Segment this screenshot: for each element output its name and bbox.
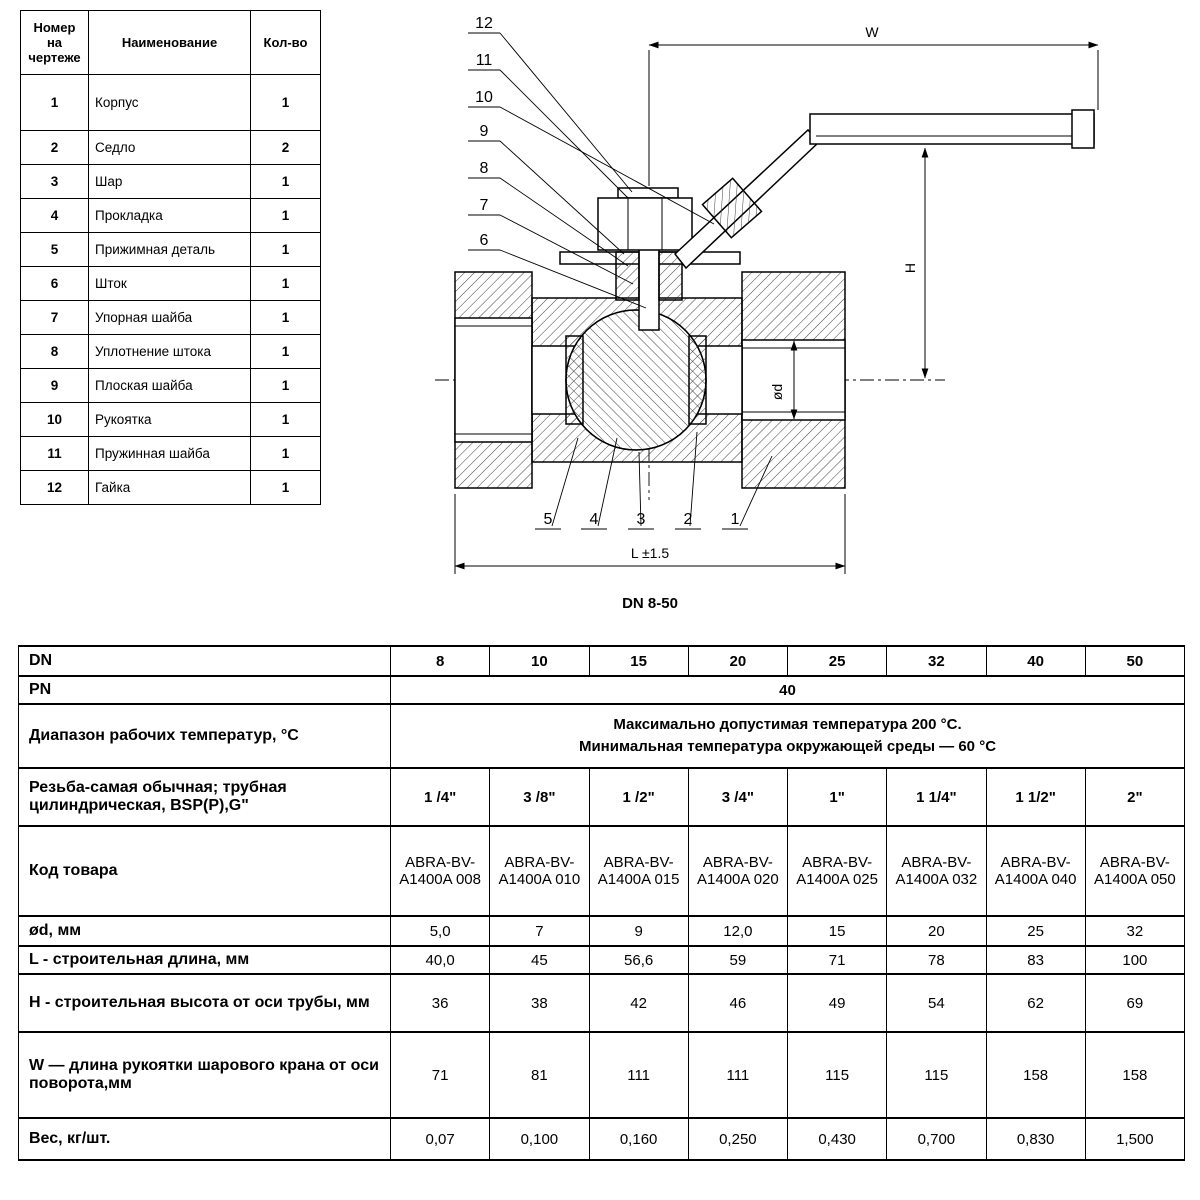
part-num: 1 (21, 75, 89, 131)
part-name: Шток (89, 267, 251, 301)
cell: 2" (1085, 768, 1184, 826)
cell: 1 /4" (391, 768, 490, 826)
callout-11: 11 (475, 52, 493, 69)
callout-9: 9 (479, 123, 489, 140)
cell: 62 (986, 974, 1085, 1032)
spec-row-weight (19, 1118, 1185, 1160)
cell: 20 (887, 916, 986, 946)
dimension-l (455, 494, 845, 574)
cell: 38 (490, 974, 589, 1032)
parts-header-name: Наименование (89, 11, 251, 75)
spec-row-bore (19, 916, 1185, 946)
part-name: Шар (89, 165, 251, 199)
part-num: 10 (21, 403, 89, 437)
spec-label-thread: Резьба-самая обычная; трубная цилиндрическая, BSP(P),G" (19, 768, 391, 826)
part-name: Гайка (89, 471, 251, 505)
part-num: 7 (21, 301, 89, 335)
part-name: Корпус (89, 75, 251, 131)
cell: 46 (688, 974, 787, 1032)
spec-label-height: H - строительная высота от оси трубы, мм (19, 974, 391, 1032)
cell: 71 (391, 1032, 490, 1118)
cell: 32 (887, 646, 986, 676)
part-name: Плоская шайба (89, 369, 251, 403)
table-row (21, 471, 321, 505)
callout-5: 5 (543, 511, 553, 528)
table-row (21, 199, 321, 233)
dimension-h (902, 148, 925, 378)
part-qty: 1 (251, 199, 321, 233)
part-name: Прижимная деталь (89, 233, 251, 267)
callout-10: 10 (475, 89, 493, 106)
cell: 1,500 (1085, 1118, 1184, 1160)
dim-d-label: ød (769, 383, 785, 401)
part-num: 9 (21, 369, 89, 403)
part-num: 5 (21, 233, 89, 267)
cell: 54 (887, 974, 986, 1032)
cell: 115 (887, 1032, 986, 1118)
table-row (21, 165, 321, 199)
cell: 1 1/2" (986, 768, 1085, 826)
part-qty: 1 (251, 165, 321, 199)
spec-row-thread (19, 768, 1185, 826)
table-row (21, 335, 321, 369)
cell: ABRA-BV-A1400A 020 (688, 826, 787, 916)
dim-l-label: L ±1.5 (630, 545, 670, 561)
valve-drawing (420, 0, 1200, 632)
cell: ABRA-BV-A1400A 008 (391, 826, 490, 916)
cell: 0,430 (788, 1118, 887, 1160)
callout-6: 6 (479, 232, 489, 249)
part-qty: 1 (251, 267, 321, 301)
part-qty: 1 (251, 437, 321, 471)
seat-right (689, 336, 706, 424)
table-row (21, 131, 321, 165)
cell: 111 (589, 1032, 688, 1118)
part-name: Рукоятка (89, 403, 251, 437)
cell: ABRA-BV-A1400A 050 (1085, 826, 1184, 916)
part-num: 8 (21, 335, 89, 369)
cell: 59 (688, 946, 787, 974)
cell: 8 (391, 646, 490, 676)
cell: 20 (688, 646, 787, 676)
spec-table (18, 645, 1185, 1161)
cell: 0,100 (490, 1118, 589, 1160)
spec-row-dn (19, 646, 1185, 676)
spec-label-handle-length: W — длина рукоятки шарового крана от оси поворота,мм (19, 1032, 391, 1118)
gland-left (616, 252, 639, 300)
cell: ABRA-BV-A1400A 032 (887, 826, 986, 916)
cell: 32 (1085, 916, 1184, 946)
parts-header-qty: Кол-во (251, 11, 321, 75)
cell: 15 (788, 916, 887, 946)
part-num: 4 (21, 199, 89, 233)
part-qty: 1 (251, 233, 321, 267)
callout-8: 8 (479, 160, 489, 177)
table-row (21, 403, 321, 437)
spec-label-code: Код товара (19, 826, 391, 916)
cell: ABRA-BV-A1400A 040 (986, 826, 1085, 916)
cell: ABRA-BV-A1400A 025 (788, 826, 887, 916)
callout-4: 4 (589, 511, 599, 528)
cell: 0,160 (589, 1118, 688, 1160)
spec-label-pn: PN (19, 676, 391, 704)
callout-2: 2 (683, 511, 693, 528)
callout-3: 3 (636, 511, 646, 528)
table-row (21, 75, 321, 131)
callout-1: 1 (730, 511, 740, 528)
cell: 111 (688, 1032, 787, 1118)
part-name: Седло (89, 131, 251, 165)
part-num: 3 (21, 165, 89, 199)
handle (675, 110, 1094, 268)
stem-nut (598, 198, 692, 250)
callout-7: 7 (479, 197, 489, 214)
handle-grip (810, 114, 1094, 144)
parts-header-num: Номер на чертеже (21, 11, 89, 75)
table-row (21, 267, 321, 301)
part-qty: 1 (251, 369, 321, 403)
cell: 81 (490, 1032, 589, 1118)
cell: 56,6 (589, 946, 688, 974)
temp-line-2: Минимальная температура окружающей среды — 60 °C (578, 738, 997, 755)
cell: 40,0 (391, 946, 490, 974)
spec-row-handle-length (19, 1032, 1185, 1118)
seat-left (566, 336, 583, 424)
cell: 50 (1085, 646, 1184, 676)
cell: 45 (490, 946, 589, 974)
cell: 158 (1085, 1032, 1184, 1118)
spec-label-dn: DN (19, 646, 391, 676)
spec-label-bore: ød, мм (19, 916, 391, 946)
table-row (21, 233, 321, 267)
cell: 1" (788, 768, 887, 826)
cell: 49 (788, 974, 887, 1032)
cell: 12,0 (688, 916, 787, 946)
cell: 5,0 (391, 916, 490, 946)
cell: 36 (391, 974, 490, 1032)
part-num: 2 (21, 131, 89, 165)
spec-label-length: L - строительная длина, мм (19, 946, 391, 974)
spec-row-temp (19, 704, 1185, 768)
dim-w-label: W (865, 24, 879, 40)
cell: 3 /8" (490, 768, 589, 826)
cell: 0,700 (887, 1118, 986, 1160)
cell: 25 (986, 916, 1085, 946)
part-num: 12 (21, 471, 89, 505)
cell: 25 (788, 646, 887, 676)
cell: ABRA-BV-A1400A 010 (490, 826, 589, 916)
cell: 10 (490, 646, 589, 676)
cell: 1 /2" (589, 768, 688, 826)
cell: 100 (1085, 946, 1184, 974)
part-qty: 2 (251, 131, 321, 165)
dim-h-label: H (902, 262, 918, 274)
cell: 83 (986, 946, 1085, 974)
cell: 115 (788, 1032, 887, 1118)
table-row (21, 437, 321, 471)
cell: 0,250 (688, 1118, 787, 1160)
part-num: 6 (21, 267, 89, 301)
part-name: Пружинная шайба (89, 437, 251, 471)
table-row (21, 369, 321, 403)
spec-row-pn (19, 676, 1185, 704)
cell: 0,07 (391, 1118, 490, 1160)
ball (566, 310, 706, 450)
spec-label-temp: Диапазон рабочих температур, °C (19, 704, 391, 768)
part-qty: 1 (251, 75, 321, 131)
table-row (21, 301, 321, 335)
part-name: Уплотнение штока (89, 335, 251, 369)
spec-label-weight: Вес, кг/шт. (19, 1118, 391, 1160)
parts-table (20, 10, 321, 505)
part-qty: 1 (251, 335, 321, 369)
cell: 7 (490, 916, 589, 946)
callout-12: 12 (475, 15, 493, 32)
spec-row-length (19, 946, 1185, 974)
cell: 78 (887, 946, 986, 974)
part-qty: 1 (251, 301, 321, 335)
part-name: Прокладка (89, 199, 251, 233)
cell: 15 (589, 646, 688, 676)
parts-header-row (21, 11, 321, 75)
cell: 158 (986, 1032, 1085, 1118)
spec-row-height (19, 974, 1185, 1032)
cell: 0,830 (986, 1118, 1085, 1160)
cell: 40 (986, 646, 1085, 676)
spec-row-code (19, 826, 1185, 916)
cell (391, 704, 1185, 768)
cell: 69 (1085, 974, 1184, 1032)
temp-line-1: Максимально допустимая температура 200 °C. (613, 715, 962, 733)
cell: 40 (391, 676, 1185, 704)
part-qty: 1 (251, 471, 321, 505)
part-name: Упорная шайба (89, 301, 251, 335)
cell: ABRA-BV-A1400A 015 (589, 826, 688, 916)
dimension-w (649, 24, 1098, 186)
cell: 1 1/4" (887, 768, 986, 826)
cell: 3 /4" (688, 768, 787, 826)
cell: 71 (788, 946, 887, 974)
handle-grip-end (1072, 110, 1094, 148)
drawing-caption: DN 8-50 (622, 595, 678, 612)
cell: 42 (589, 974, 688, 1032)
part-num: 11 (21, 437, 89, 471)
cell: 9 (589, 916, 688, 946)
part-qty: 1 (251, 403, 321, 437)
